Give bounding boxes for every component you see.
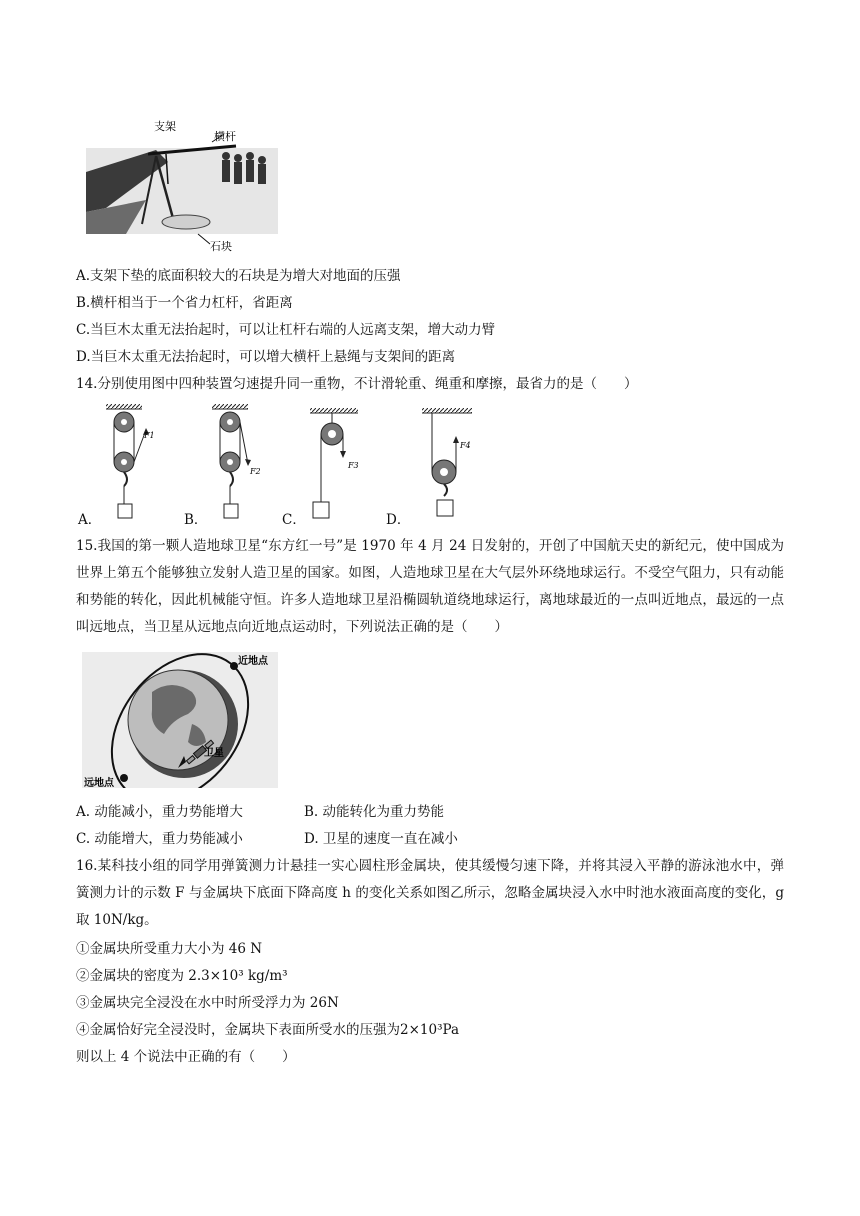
q13-option-c: C.当巨木太重无法抬起时，可以让杠杆右端的人远离支架，增大动力臂: [76, 322, 496, 338]
orbit-figure: [82, 652, 278, 788]
q14-label-d: D．: [386, 512, 411, 528]
q14-label-a: A．: [78, 512, 102, 528]
lever-figure-image: [86, 112, 286, 252]
q13-option-d: D.当巨木太重无法抬起时，可以增大横杆上悬绳与支架间的距离: [76, 349, 456, 365]
force-label-f3: F3: [348, 461, 359, 470]
force-label-f2: F2: [250, 467, 261, 476]
q14-stem: 14.分别使用图中四种装置匀速提升同一重物，不计滑轮重、绳重和摩擦，最省力的是（ ）: [76, 376, 638, 392]
orbit-label-apogee: 远地点: [84, 778, 114, 788]
force-label-f1: F1: [144, 431, 155, 440]
q16-item-1: ①金属块所受重力大小为 46 N: [76, 941, 263, 957]
q16-stem: 16.某科技小组的同学用弹簧测力计悬挂一实心圆柱形金属块，使其缓慢匀速下降，并将其浸入平静的游泳池水中，弹簧测力计的示数 F 与金属块下底面下降高度 h 的变化关系如图乙所示，忽略金属块浸入水中时池水液面高度的变化，g 取 10N/kg。: [76, 858, 784, 928]
q16-item-4: ④金属恰好完全浸没时，金属块下表面所受水的压强为2×10³Pa: [76, 1022, 460, 1038]
label-support: 支架: [154, 120, 176, 133]
q14-label-c: C．: [282, 512, 306, 528]
q15-option-d: D. 卫星的速度一直在减小: [304, 831, 458, 847]
q13-option-a: A.支架下垫的底面积较大的石块是为增大对地面的压强: [76, 268, 401, 284]
q15-option-c: C. 动能增大，重力势能减小: [76, 831, 243, 847]
q16-item-3: ③金属块完全浸没在水中时所受浮力为 26N: [76, 995, 339, 1011]
q15-stem: 15.我国的第一颗人造地球卫星“东方红一号”是 1970 年 4 月 24 日发射的，开创了中国航天史的新纪元，使中国成为世界上第五个能够独立发射人造卫星的国家。如图，人造地球卫星在大气层外环绕地球运行。不受空气阻力，只有动能和势能的转化，因此机械能守恒。许多人造地球卫星沿椭圆轨道绕地球运行，离地球最近的一点叫近地点，最远的一点叫远地点，当卫星从远地点向近地点运动时，下列说法正确的是（ ）: [76, 538, 784, 635]
orbit-diagram: [82, 652, 278, 788]
q13-option-b: B.横杆相当于一个省力杠杆，省距离: [76, 295, 293, 311]
force-label-f4: F4: [460, 441, 471, 450]
q15-option-a: A. 动能减小，重力势能增大: [76, 804, 243, 820]
q15-option-b: B. 动能转化为重力势能: [304, 804, 445, 820]
label-stone: 石块: [210, 240, 232, 252]
orbit-label-perigee: 近地点: [238, 656, 268, 667]
label-bar: 横杆: [214, 130, 236, 143]
q16-item-2: ②金属块的密度为 2.3×10³ kg/m³: [76, 968, 288, 984]
orbit-label-satellite: 卫星: [204, 748, 224, 759]
q16-question: 则以上 4 个说法中正确的有（ ）: [76, 1049, 296, 1065]
lever-figure: [86, 112, 286, 252]
q14-label-b: B．: [184, 512, 208, 528]
